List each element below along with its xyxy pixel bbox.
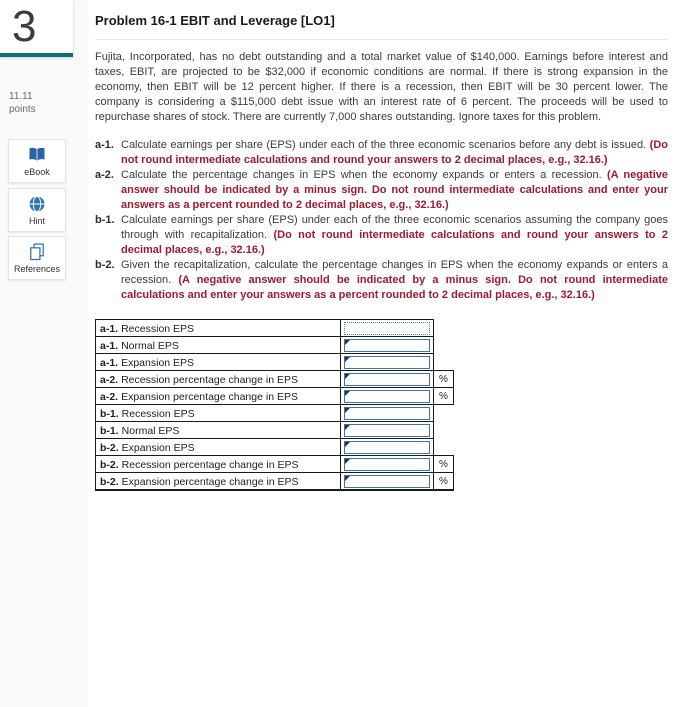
references-label: References — [13, 264, 61, 274]
percent-sign: % — [433, 370, 454, 388]
row-label: Recession EPS — [121, 323, 195, 335]
instruction-note: (Do not round intermediate calculations and round your answers to 2 decimal places, e.g., 32.16.) — [121, 229, 668, 256]
answer-input[interactable] — [345, 464, 429, 475]
answer-cell — [344, 458, 430, 471]
row-label-prefix: b-1. — [100, 425, 119, 437]
row-label-prefix: a-1. — [100, 340, 119, 352]
row-label: Recession percentage change in EPS — [121, 459, 299, 471]
answer-cell — [344, 475, 430, 488]
table-row — [95, 336, 454, 354]
answer-cell — [344, 390, 430, 403]
table-row — [95, 455, 454, 473]
book-icon — [27, 145, 47, 165]
ebook-button[interactable] — [8, 139, 66, 183]
answer-marker-triangle — [345, 476, 350, 481]
table-row — [95, 438, 454, 456]
answer-input[interactable] — [345, 447, 429, 458]
answer-input[interactable] — [345, 481, 429, 492]
row-label: Expansion EPS — [121, 357, 195, 369]
row-label: Expansion EPS — [121, 442, 195, 454]
main-content — [95, 0, 668, 491]
answer-cell — [344, 441, 430, 454]
instruction-note: (A negative answer should be indicated by a minus sign. Do not round intermediate calculations and enter your answers as a percent rounded to 2 decimal places, e.g., 32.16.) — [121, 169, 668, 211]
row-label-prefix: a-1. — [100, 323, 119, 335]
row-label: Normal EPS — [121, 425, 180, 437]
table-row — [95, 387, 454, 405]
answer-marker-triangle — [345, 340, 350, 345]
row-label: Recession percentage change in EPS — [121, 374, 298, 386]
answer-table — [95, 319, 454, 491]
row-label: Expansion percentage change in EPS — [121, 476, 299, 488]
instruction-item-a1 — [95, 138, 668, 168]
table-row — [95, 472, 454, 491]
answer-input[interactable] — [345, 345, 429, 356]
hint-button[interactable] — [8, 188, 66, 232]
row-label: Normal EPS — [121, 340, 179, 352]
left-rail — [0, 0, 88, 707]
instruction-label: a-1. — [95, 139, 114, 151]
row-label-prefix: b-2. — [100, 459, 119, 471]
answer-marker-triangle — [345, 442, 350, 447]
table-row — [95, 319, 454, 337]
answer-cell — [344, 424, 430, 437]
row-label: Recession EPS — [121, 408, 195, 420]
points-label: points — [9, 104, 36, 115]
table-row — [95, 404, 454, 422]
points-value: 11.11 — [9, 91, 33, 102]
table-row — [95, 353, 454, 371]
answer-cell — [344, 356, 430, 369]
answer-input[interactable] — [345, 413, 429, 424]
answer-marker-triangle — [345, 425, 350, 430]
row-label: Expansion percentage change in EPS — [121, 391, 298, 403]
answer-marker-triangle — [345, 357, 350, 362]
answer-input[interactable] — [345, 396, 429, 407]
instruction-note: (Do not round intermediate calculations and round your answers to 2 decimal places, e.g., 32.16.) — [121, 139, 668, 166]
table-row — [95, 370, 454, 388]
row-label-prefix: a-2. — [100, 391, 119, 403]
answer-marker-triangle — [345, 408, 350, 413]
row-label-prefix: a-1. — [100, 357, 119, 369]
hint-label: Hint — [28, 216, 45, 226]
answer-input[interactable] — [345, 328, 429, 339]
answer-input[interactable] — [345, 379, 429, 390]
answer-cell — [344, 339, 430, 352]
answer-cell — [344, 407, 430, 420]
points-indicator — [9, 90, 36, 116]
instruction-item-b2 — [95, 258, 668, 303]
answer-marker-triangle — [345, 391, 350, 396]
answer-cell — [344, 373, 430, 386]
row-label-prefix: b-2. — [100, 442, 119, 454]
answer-cell — [344, 322, 430, 335]
percent-sign: % — [433, 387, 454, 405]
instruction-label: b-1. — [95, 214, 115, 226]
instruction-text: Calculate the percentage changes in EPS when the economy expands or enters a recession. — [121, 169, 607, 181]
instruction-text: Calculate earnings per share (EPS) under each of the three economic scenarios assuming the company goes through with recapitalization. — [121, 214, 668, 241]
answer-input[interactable] — [345, 430, 429, 441]
page-title: Problem 16-1 EBIT and Leverage [LO1] — [95, 0, 668, 40]
table-row — [95, 421, 454, 439]
row-label-prefix: b-1. — [100, 408, 119, 420]
references-button[interactable] — [8, 236, 66, 280]
instruction-item-a2 — [95, 168, 668, 213]
instruction-text: Calculate earnings per share (EPS) under each of the three economic scenarios before any debt is issued. — [121, 139, 650, 151]
question-number-card[interactable] — [0, 0, 73, 57]
problem-statement: Fujita, Incorporated, has no debt outstanding and a total market value of $140,000. Earnings before interest and taxes, EBIT, are projected to be $32,000 if economic conditions are normal. If there is strong expansion in the economy, then EBIT will be 12 percent higher. If there is a recession, then EBIT will be 30 percent lower. The company is considering a $115,000 debt issue with an interest rate of 6 percent. The proceeds will be used to repurchase shares of stock. There are currently 7,000 shares outstanding. Ignore taxes for this problem. — [95, 51, 668, 123]
row-label-prefix: a-2. — [100, 374, 119, 386]
question-number: 3 — [12, 1, 37, 51]
instruction-label: a-2. — [95, 169, 114, 181]
row-label-prefix: b-2. — [100, 476, 119, 488]
instruction-list — [95, 138, 668, 303]
references-icon — [27, 242, 47, 262]
hint-icon — [27, 194, 47, 214]
instruction-text: Given the recapitalization, calculate the percentage changes in EPS when the economy expands or enters a recession. — [121, 259, 668, 286]
answer-marker-triangle — [345, 459, 350, 464]
instruction-item-b1 — [95, 213, 668, 258]
percent-sign: % — [433, 455, 454, 473]
ebook-label: eBook — [24, 167, 50, 177]
percent-sign: % — [433, 472, 454, 491]
answer-input[interactable] — [345, 362, 429, 373]
answer-marker-triangle — [345, 374, 350, 379]
instruction-label: b-2. — [95, 259, 115, 271]
instruction-note: (A negative answer should be indicated by a minus sign. Do not round intermediate calculations and enter your answers as a percent rounded to 2 decimal places, e.g., 32.16.) — [121, 274, 668, 301]
